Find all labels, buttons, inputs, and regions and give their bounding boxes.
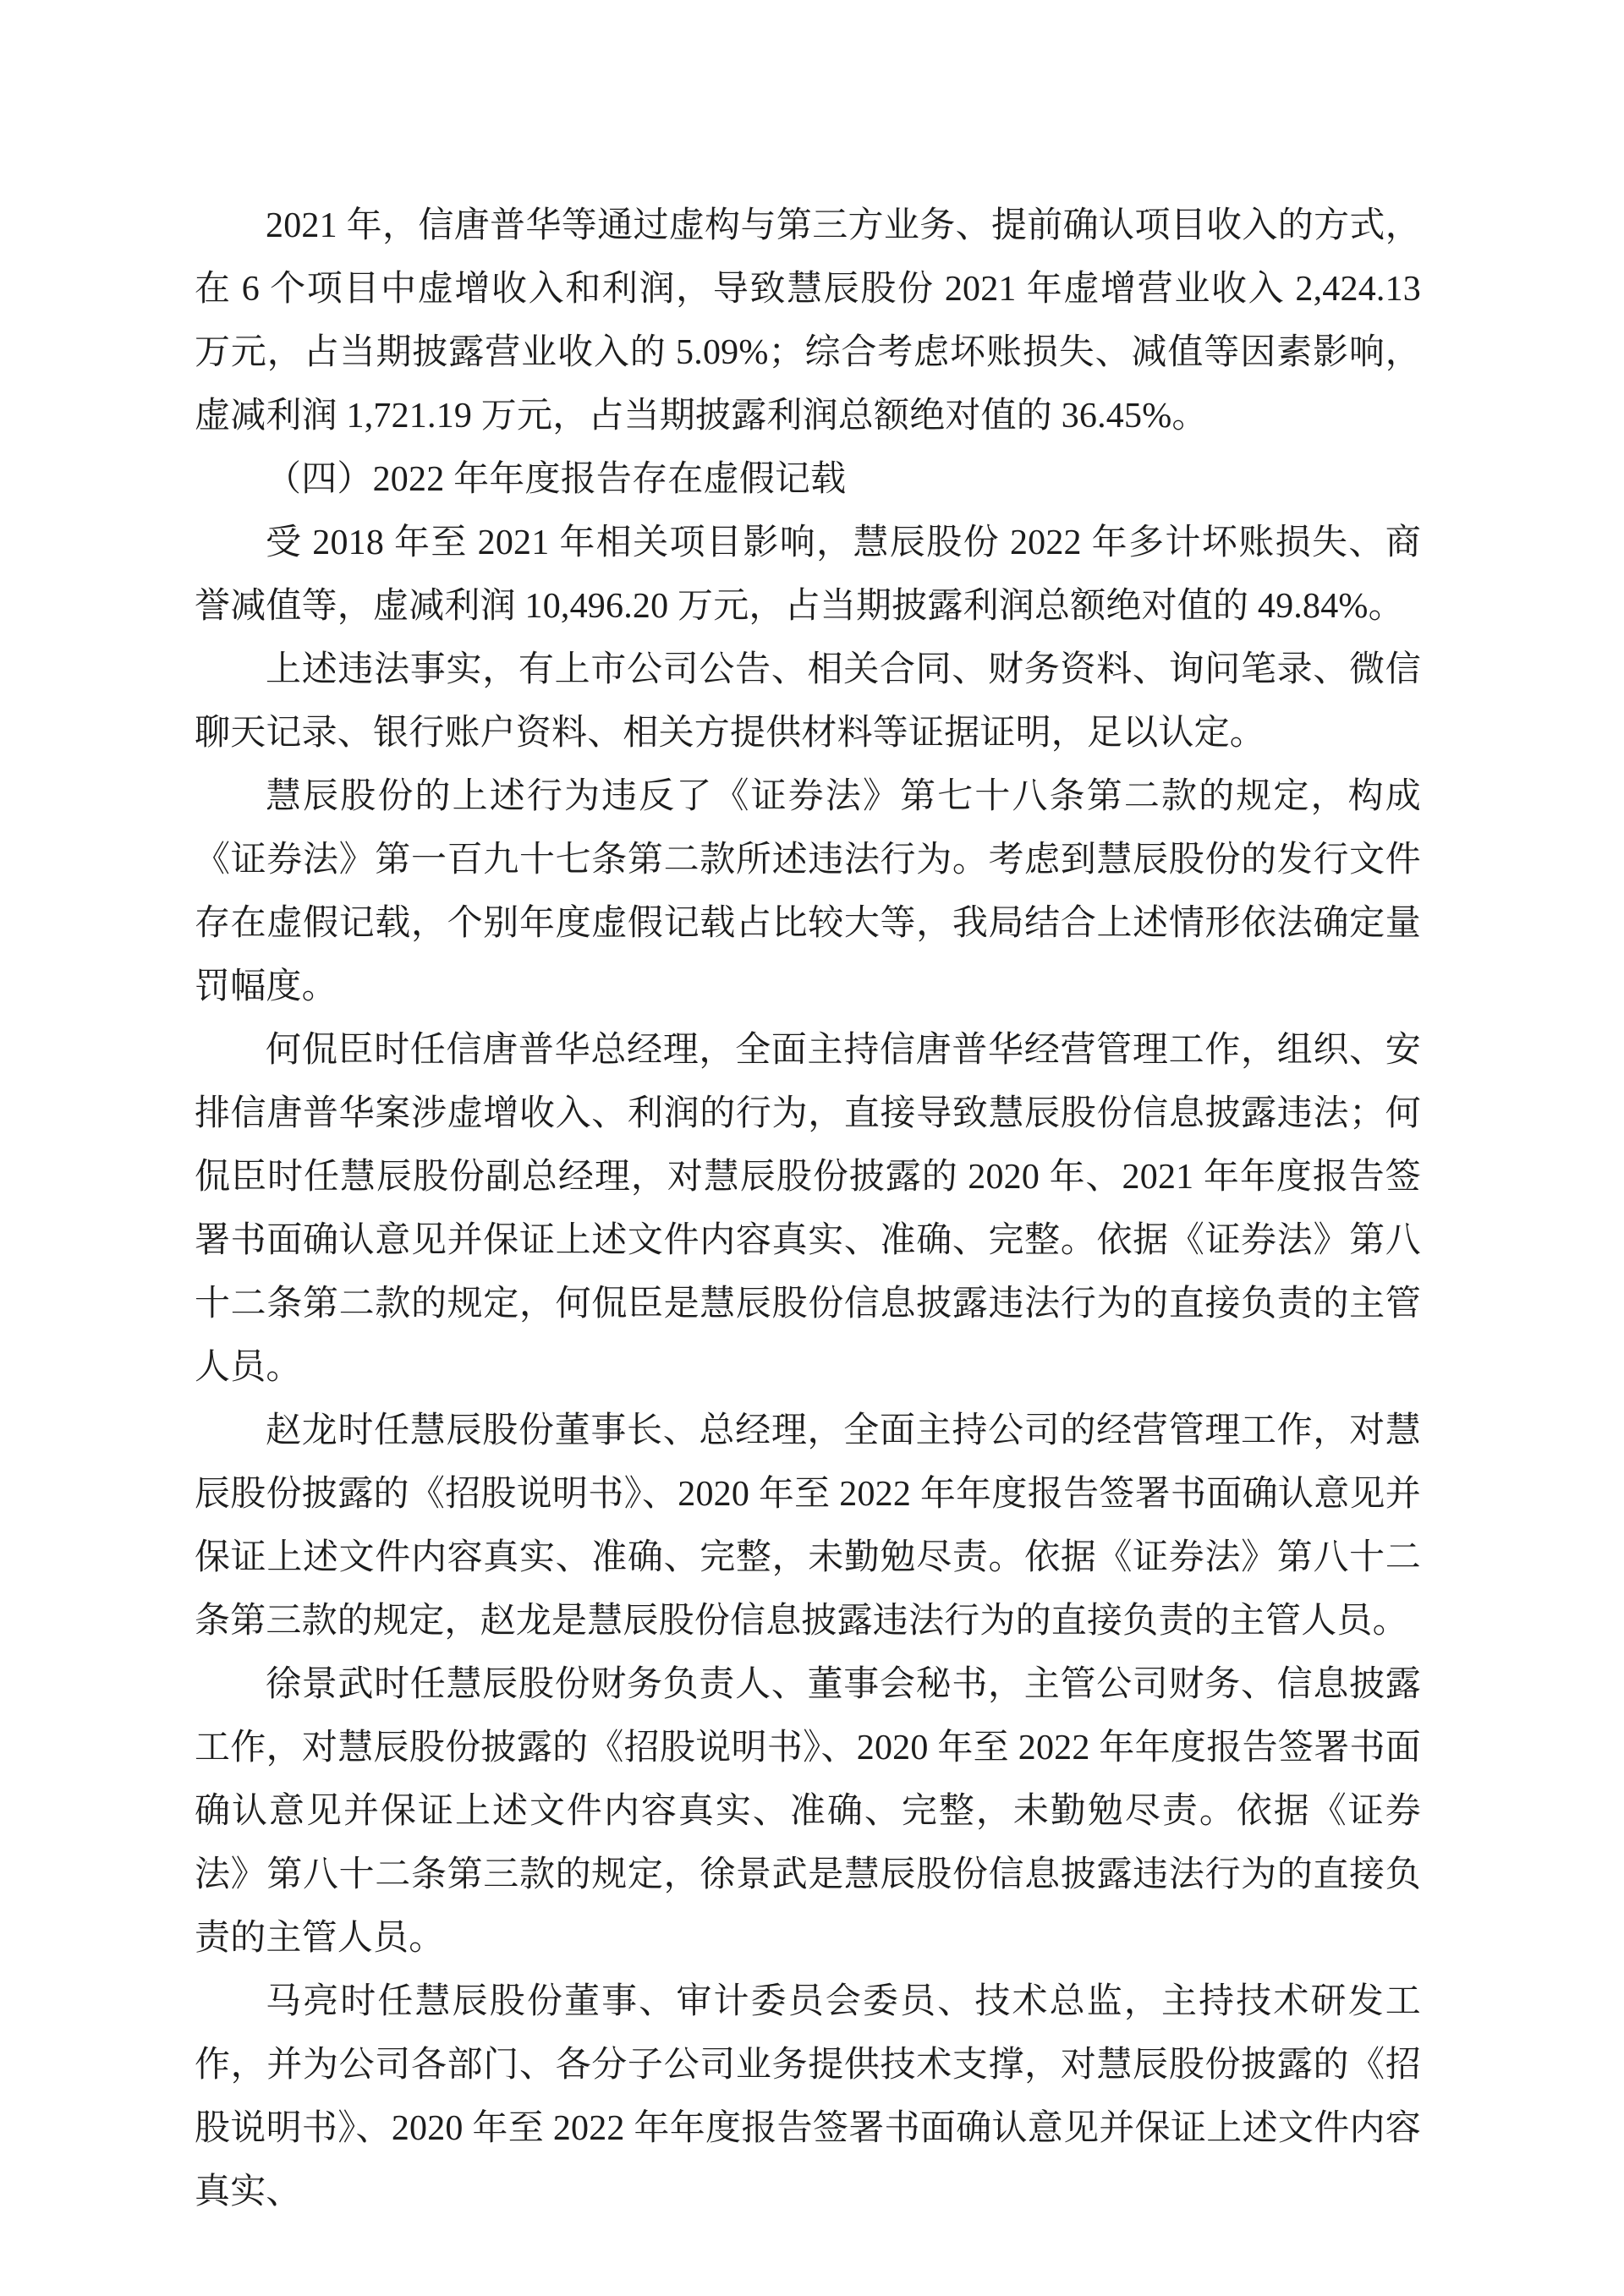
subheading-2022-annual-report: （四）2022 年年度报告存在虚假记载 [266, 460, 847, 499]
paragraph-ma-liang: 马亮时任慧辰股份董事、审计委员会委员、技术总监，主持技术研发工作，并为公司各部门、各分子公司业务提供技术支撑，对慧辰股份披露的《招股说明书》、2020 年至 2022 年年度报告签署书面确认意见并保证上述文件内容真实、 [195, 1982, 1421, 2211]
paragraph-2022-impact: 受 2018 年至 2021 年相关项目影响，慧辰股份 2022 年多计坏账损失、商誉减值等，虚减利润 10,496.20 万元，占当期披露利润总额绝对值的 49.84%。 [195, 523, 1421, 626]
document-body [195, 195, 1421, 2224]
paragraph-he-kanchen: 何侃臣时任信唐普华总经理，全面主持信唐普华经营管理工作，组织、安排信唐普华案涉虚增收入、利润的行为，直接导致慧辰股份信息披露违法；何侃臣时任慧辰股份副总经理，对慧辰股份披露的 2020 年、2021 年年度报告签署书面确认意见并保证上述文件内容真实、准确、完整。依据《证券法》第八十二条第二款的规定，何侃臣是慧辰股份信息披露违法行为的直接负责的主管人员。 [195, 1031, 1421, 1387]
paragraph-evidence: 上述违法事实，有上市公司公告、相关合同、财务资料、询问笔录、微信聊天记录、银行账户资料、相关方提供材料等证据证明，足以认定。 [195, 650, 1421, 753]
paragraph-2021-revenue-inflation: 2021 年，信唐普华等通过虚构与第三方业务、提前确认项目收入的方式，在 6 个项目中虚增收入和利润，导致慧辰股份 2021 年虚增营业收入 2,424.13 万元，占当期披露营业收入的 5.09%；综合考虑坏账损失、减值等因素影响，虚减利润 1,721.19 万元，占当期披露利润总额绝对值的 36.45%。 [195, 206, 1421, 436]
paragraph-legal-basis: 慧辰股份的上述行为违反了《证券法》第七十八条第二款的规定，构成《证券法》第一百九十七条第二款所述违法行为。考虑到慧辰股份的发行文件存在虚假记载，个别年度虚假记载占比较大等，我局结合上述情形依法确定量罚幅度。 [195, 777, 1421, 1006]
paragraph-xu-jingwu: 徐景武时任慧辰股份财务负责人、董事会秘书，主管公司财务、信息披露工作，对慧辰股份披露的《招股说明书》、2020 年至 2022 年年度报告签署书面确认意见并保证上述文件内容真实、准确、完整，未勤勉尽责。依据《证券法》第八十二条第三款的规定，徐景武是慧辰股份信息披露违法行为的直接负责的主管人员。 [195, 1665, 1421, 1958]
paragraph-zhao-long: 赵龙时任慧辰股份董事长、总经理，全面主持公司的经营管理工作，对慧辰股份披露的《招股说明书》、2020 年至 2022 年年度报告签署书面确认意见并保证上述文件内容真实、准确、完整，未勤勉尽责。依据《证券法》第八十二条第三款的规定，赵龙是慧辰股份信息披露违法行为的直接负责的主管人员。 [195, 1411, 1421, 1641]
